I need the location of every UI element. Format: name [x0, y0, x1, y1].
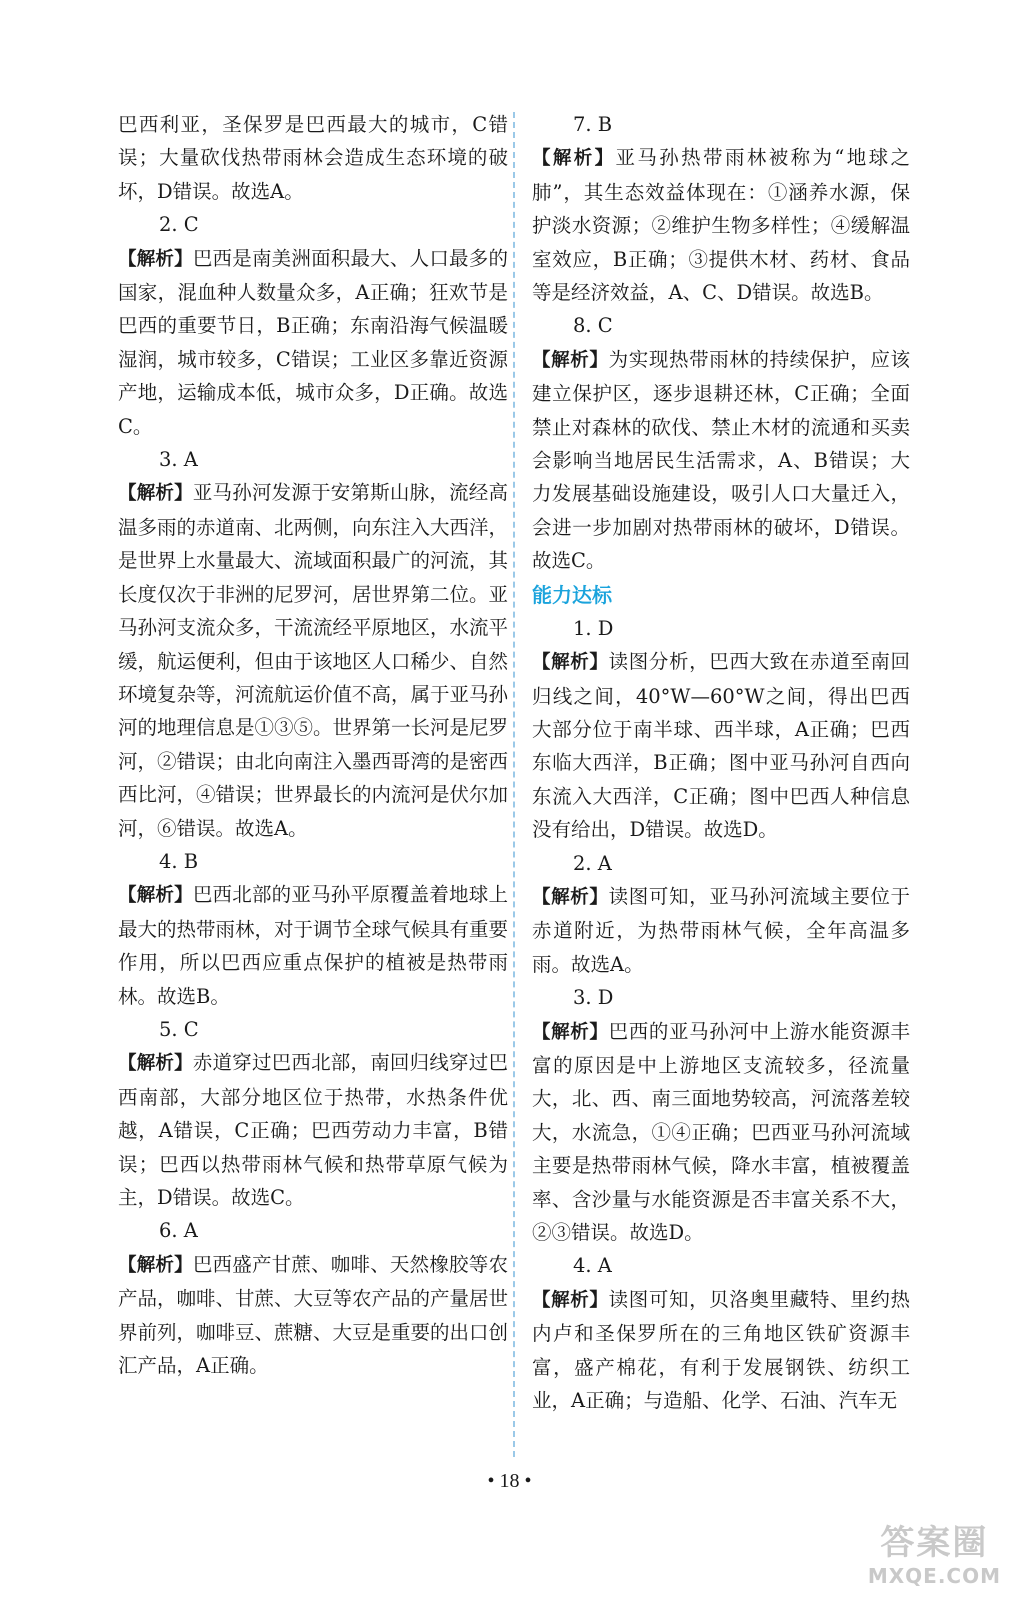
explanation-b3: 【解析】巴西的亚马孙河中上游水能资源丰富的原因是中上游地区支流较多，径流量大，北、西、南三面地势较高，河流落差较大，水流急，①④正确；巴西亚马孙河流域主要是热带雨林气候，降水丰富，植被覆盖率、含沙量与水能资源是否丰富关系不大，②③错误。故选D。 — [532, 1019, 910, 1244]
analysis-tag: 【解析】 — [118, 885, 193, 907]
analysis-tag: 【解析】 — [532, 349, 609, 371]
left-column — [118, 108, 508, 1382]
analysis-tag: 【解析】 — [532, 652, 609, 674]
explanation-7: 【解析】亚马孙热带雨林被称为“地球之肺”，其生态效益体现在：①涵养水源，保护淡水资源；②维护生物多样性；④缓解温室效应，B正确；③提供木材、药材、食品等是经济效益，A、C、D错误。故选B。 — [532, 146, 910, 305]
page-number: • 18 • — [487, 1470, 532, 1492]
explanation-8: 【解析】为实现热带雨林的持续保护，应该建立保护区，逐步退耕还林，C正确；全面禁止对森林的砍伐、禁止木材的流通和买卖会影响当地居民生活需求，A、B错误；大力发展基础设施建设，吸引人口大量迁入，会进一步加剧对热带雨林的破坏，D错误。故选C。 — [532, 347, 910, 573]
answer-b3: 3. D — [573, 986, 614, 1010]
answer-7: 7. B — [573, 113, 613, 136]
answer-b4: 4. A — [573, 1254, 612, 1278]
right-column — [532, 108, 910, 1417]
watermark-logo — [868, 1515, 1001, 1588]
explanation-3: 【解析】亚马孙河发源于安第斯山脉，流经高温多雨的赤道南、北两侧，向东注入大西洋，是世界上水量最大、流域面积最广的河流，其长度仅次于非洲的尼罗河，居世界第二位。亚马孙河支流众多，干流流经平原地区，水流平缓，航运便利，但由于该地区人口稀少、自然环境复杂等，河流航运价值不高，属于亚马孙河的地理信息是①③⑤。世界第一长河是尼罗河，②错误；由北向南注入墨西哥湾的是密西西比河，④错误；世界最长的内流河是伏尔加河，⑥错误。故选A。 — [118, 481, 509, 840]
explanation-6: 【解析】巴西盛产甘蔗、咖啡、天然橡胶等农产品，咖啡、甘蔗、大豆等农产品的产量居世界前列，咖啡豆、蔗糖、大豆是重要的出口创汇产品，A正确。 — [118, 1252, 509, 1378]
analysis-tag: 【解析】 — [532, 1021, 609, 1043]
answer-b1: 1. D — [573, 616, 614, 640]
explanation-b4: 【解析】读图可知，贝洛奥里藏特、里约热内卢和圣保罗所在的三角地区铁矿资源丰富，盛产棉花，有利于发展钢铁、纺织工业，A正确；与造船、化学、石油、汽车无 — [532, 1287, 910, 1413]
watermark-text: 答案圈 — [880, 1523, 989, 1563]
analysis-tag: 【解析】 — [118, 483, 193, 505]
paragraph: 巴西利亚，圣保罗是巴西最大的城市，C错误；大量砍伐热带雨林会造成生态环境的破坏，D错误。故选A。 — [118, 113, 508, 203]
answer-5: 5. C — [159, 1017, 199, 1041]
answer-3: 3. A — [159, 448, 198, 472]
column-divider — [513, 112, 515, 1457]
answer-8: 8. C — [573, 314, 613, 338]
explanation-b2: 【解析】读图可知，亚马孙河流域主要位于赤道附近，为热带雨林气候，全年高温多雨。故选A。 — [532, 884, 910, 976]
answer-6: 6. A — [159, 1219, 198, 1243]
watermark-url: MXQE.COM — [867, 1564, 1001, 1588]
answer-b2: 2. A — [573, 851, 612, 875]
explanation-2: 【解析】巴西是南美洲面积最大、人口最多的国家，混血种人数量众多，A正确；狂欢节是巴西的重要节日，B正确；东南沿海气候温暖湿润，城市较多，C错误；工业区多靠近资源产地，运输成本低，城市众多，D正确。故选C。 — [118, 246, 508, 438]
explanation-5: 【解析】赤道穿过巴西北部，南回归线穿过巴西南部，大部分地区位于热带，水热条件优越，A错误，C正确；巴西劳动力丰富，B错误；巴西以热带雨林气候和热带草原气候为主，D错误。故选C。 — [118, 1051, 508, 1209]
analysis-tag: 【解析】 — [532, 148, 616, 170]
analysis-tag: 【解析】 — [118, 1053, 193, 1075]
analysis-tag: 【解析】 — [532, 1289, 609, 1311]
analysis-tag: 【解析】 — [532, 886, 609, 908]
section-heading: 能力达标 — [532, 582, 612, 607]
explanation-4: 【解析】巴西北部的亚马孙平原覆盖着地球上最大的热带雨林，对于调节全球气候具有重要作用，所以巴西应重点保护的植被是热带雨林。故选B。 — [118, 883, 509, 1008]
answer-4: 4. B — [159, 849, 199, 873]
analysis-tag: 【解析】 — [118, 248, 193, 270]
explanation-b1: 【解析】读图分析，巴西大致在赤道至南回归线之间，40°W—60°W之间，得出巴西大部分位于南半球、西半球，A正确；巴西东临大西洋，B正确；图中亚马孙河自西向东流入大西洋，C正确；图中巴西人种信息没有给出，D错误。故选D。 — [532, 650, 910, 842]
answer-2: 2. C — [159, 213, 199, 237]
analysis-tag: 【解析】 — [118, 1254, 193, 1276]
